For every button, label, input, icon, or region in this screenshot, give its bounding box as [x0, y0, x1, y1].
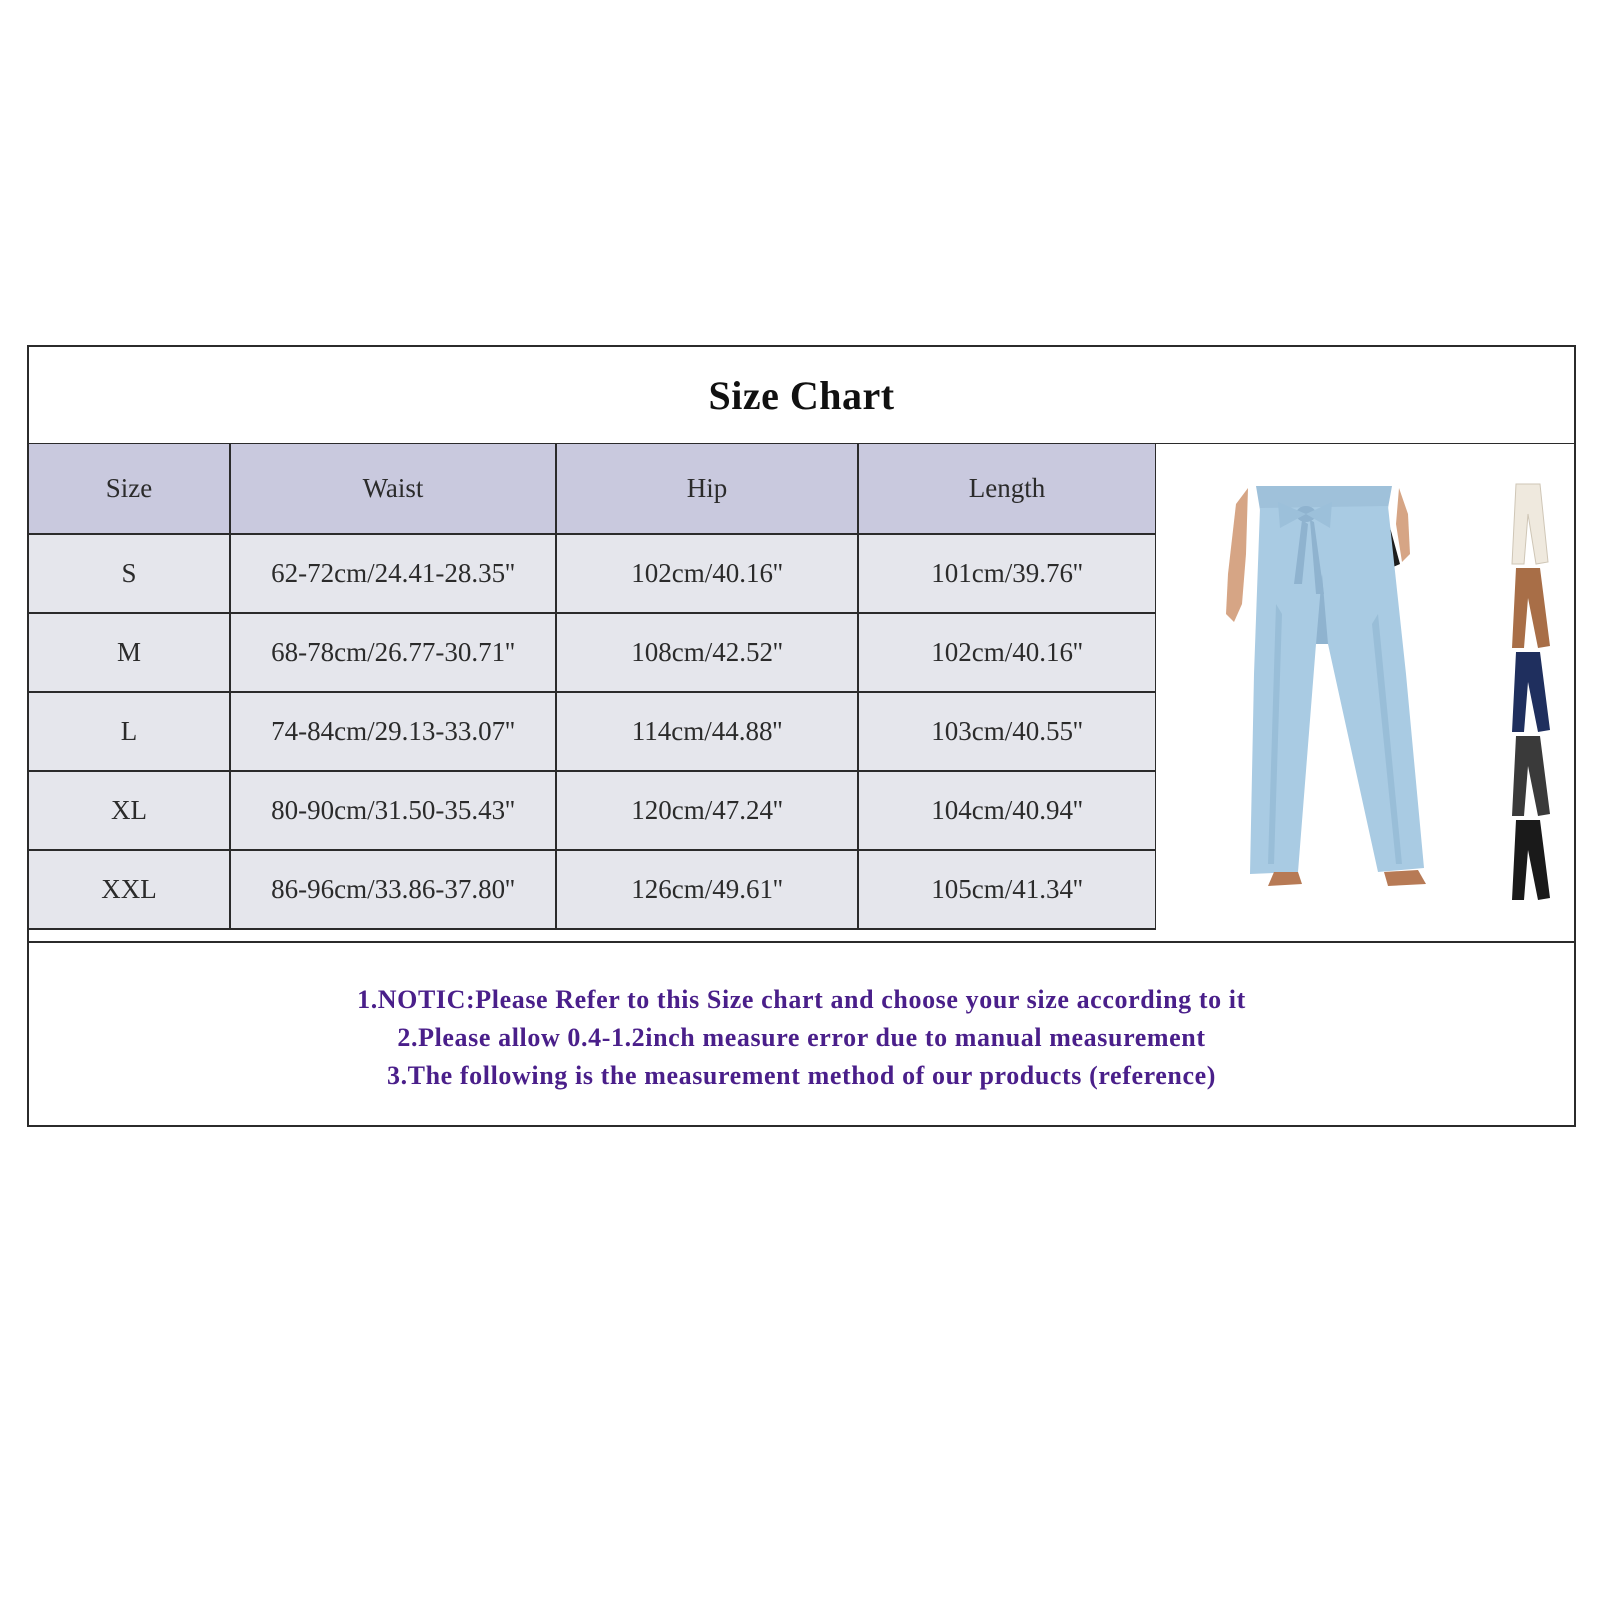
note-line: 3.The following is the measurement method of our products (reference): [386, 1061, 1217, 1090]
cell-waist: 74-84cm/29.13-33.07'': [230, 692, 556, 771]
size-table: [29, 444, 1157, 930]
header-waist: Waist: [230, 444, 556, 534]
cell-hip: 120cm/47.24'': [556, 771, 858, 850]
title-bar: [29, 347, 1574, 445]
cell-waist: 68-78cm/26.77-30.71'': [230, 613, 556, 692]
page-title: Size Chart: [708, 372, 895, 418]
cell-size: M: [29, 613, 230, 692]
cell-waist: 62-72cm/24.41-28.35'': [230, 534, 556, 613]
table-row: [29, 613, 1156, 692]
navy-pants-thumbnail: [1512, 652, 1550, 732]
cell-length: 104cm/40.94'': [858, 771, 1156, 850]
dark-grey-pants-thumbnail: [1512, 736, 1550, 816]
cell-waist: 86-96cm/33.86-37.80'': [230, 850, 556, 929]
header-hip: Hip: [556, 444, 858, 534]
cell-length: 102cm/40.16'': [858, 613, 1156, 692]
black-pants-thumbnail: [1512, 820, 1550, 900]
header-size: Size: [29, 444, 230, 534]
cell-size: S: [29, 534, 230, 613]
table-row: [29, 534, 1156, 613]
cell-hip: 114cm/44.88'': [556, 692, 858, 771]
product-image: [1156, 444, 1574, 941]
cell-waist: 80-90cm/31.50-35.43'': [230, 771, 556, 850]
table-header-row: [29, 444, 1156, 534]
table-row: [29, 850, 1156, 929]
cell-length: 105cm/41.34'': [858, 850, 1156, 929]
header-length: Length: [858, 444, 1156, 534]
cell-hip: 108cm/42.52'': [556, 613, 858, 692]
note-line: 1.NOTIC:Please Refer to this Size chart and choose your size according to it: [357, 985, 1246, 1014]
white-pants-thumbnail: [1512, 484, 1548, 564]
cell-length: 103cm/40.55'': [858, 692, 1156, 771]
cell-hip: 126cm/49.61'': [556, 850, 858, 929]
product-image-area: [1156, 444, 1574, 941]
size-chart-frame: [27, 345, 1576, 1127]
light-blue-pants-image: [1226, 486, 1426, 886]
cell-size: XXL: [29, 850, 230, 929]
cell-size: XL: [29, 771, 230, 850]
table-row: [29, 771, 1156, 850]
notes-section: [29, 941, 1574, 1125]
note-line: 2.Please allow 0.4-1.2inch measure error due to manual measurement: [397, 1023, 1206, 1052]
cell-size: L: [29, 692, 230, 771]
cell-length: 101cm/39.76'': [858, 534, 1156, 613]
brown-pants-thumbnail: [1512, 568, 1550, 648]
cell-hip: 102cm/40.16'': [556, 534, 858, 613]
table-row: [29, 692, 1156, 771]
